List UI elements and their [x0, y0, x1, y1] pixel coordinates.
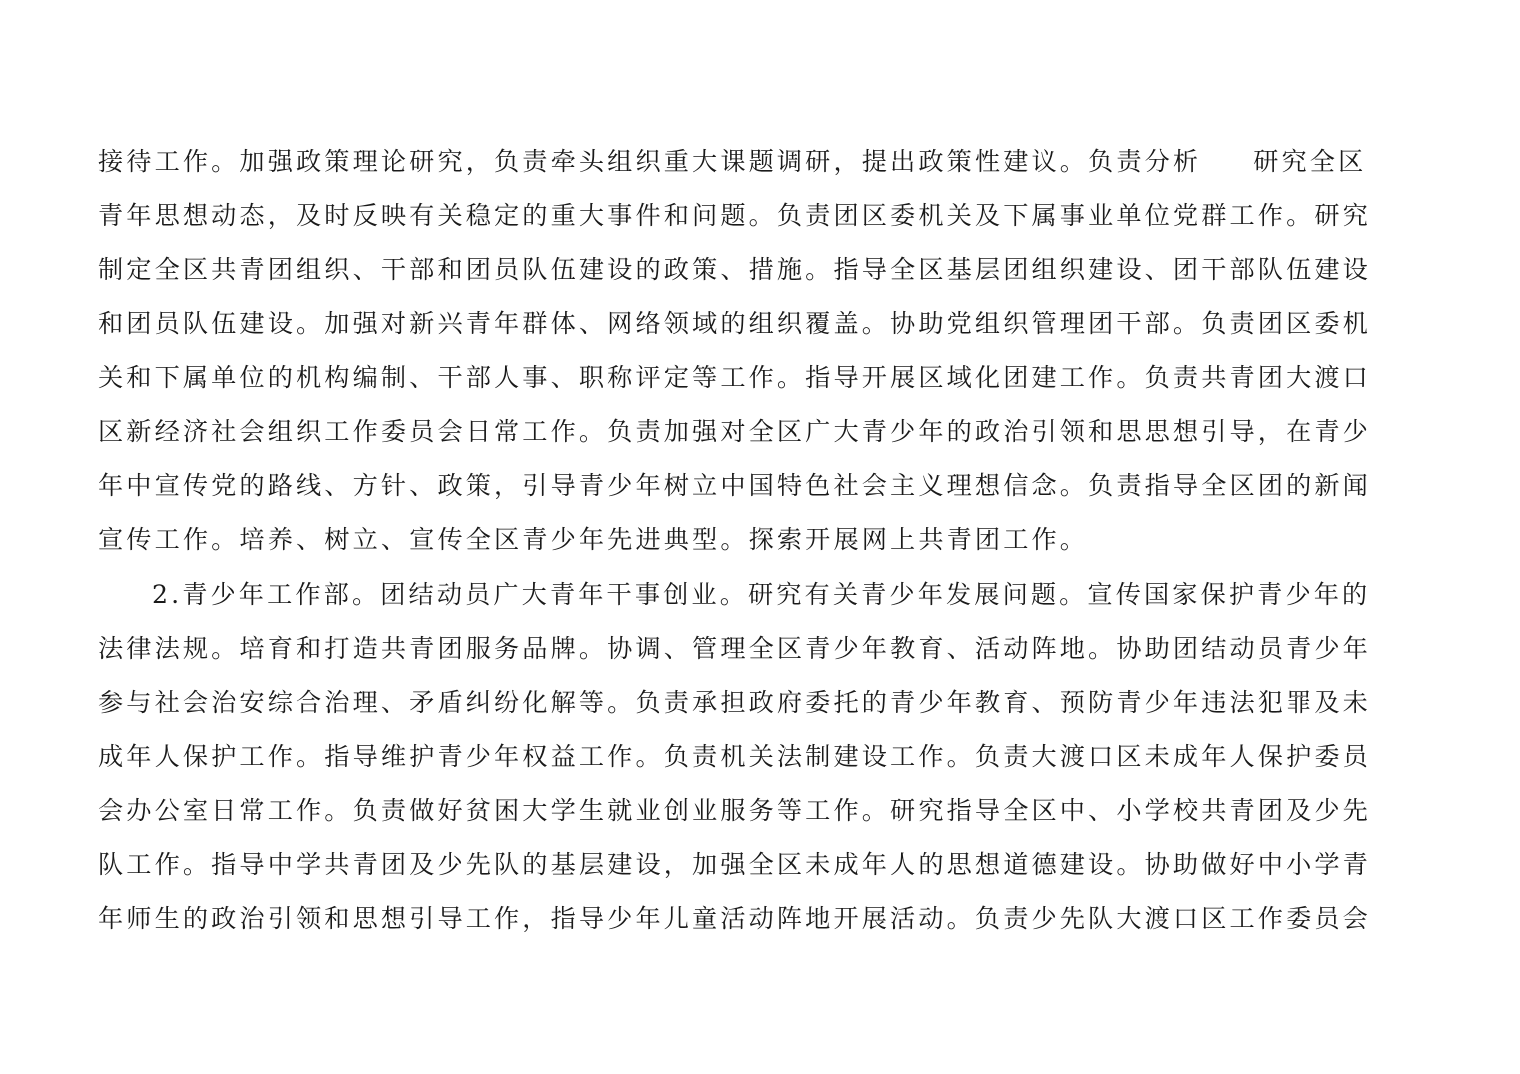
- paragraph-line: 法律法规。培育和打造共青团服务品牌。协调、管理全区青少年教育、活动阵地。协助团结动员青少年: [98, 634, 1371, 663]
- line-text: 接待工作。加强政策理论研究，负责牵头组织重大课题调研，提出政策性建议。负责分析: [98, 147, 1202, 176]
- paragraph-line: 年师生的政治引领和思想引导工作，指导少年儿童活动阵地开展活动。负责少先队大渡口区工作委员会: [98, 904, 1371, 933]
- paragraph-line: [98, 142, 1388, 182]
- paragraph-line: 关和下属单位的机构编制、干部人事、职称评定等工作。指导开展区域化团建工作。负责共青团大渡口: [98, 363, 1371, 392]
- paragraph-line: 成年人保护工作。指导维护青少年权益工作。负责机关法制建设工作。负责大渡口区未成年人保护委员: [98, 742, 1371, 771]
- line-text: 研究全区: [1253, 147, 1367, 176]
- paragraph-line: 队工作。指导中学共青团及少先队的基层建设，加强全区未成年人的思想道德建设。协助做好中小学青: [98, 850, 1371, 879]
- paragraph-line: 年中宣传党的路线、方针、政策，引导青少年树立中国特色社会主义理想信念。负责指导全区团的新闻: [98, 471, 1371, 500]
- paragraph-line: 区新经济社会组织工作委员会日常工作。负责加强对全区广大青少年的政治引领和思思想引导，在青少: [98, 417, 1371, 446]
- paragraph-line: 参与社会治安综合治理、矛盾纠纷化解等。负责承担政府委托的青少年教育、预防青少年违法犯罪及未: [98, 688, 1371, 717]
- paragraph-first-line: 2.青少年工作部。团结动员广大青年干事创业。研究有关青少年发展问题。宣传国家保护青少年的: [152, 580, 1371, 609]
- paragraph-line: 宣传工作。培养、树立、宣传全区青少年先进典型。探索开展网上共青团工作。: [98, 525, 1089, 554]
- paragraph-line: 制定全区共青团组织、干部和团员队伍建设的政策、措施。指导全区基层团组织建设、团干部队伍建设: [98, 255, 1371, 284]
- paragraph-line: 青年思想动态，及时反映有关稳定的重大事件和问题。负责团区委机关及下属事业单位党群工作。研究: [98, 201, 1371, 230]
- paragraph-line: 会办公室日常工作。负责做好贫困大学生就业创业服务等工作。研究指导全区中、小学校共青团及少先: [98, 796, 1371, 825]
- paragraph-line: 和团员队伍建设。加强对新兴青年群体、网络领域的组织覆盖。协助党组织管理团干部。负责团区委机: [98, 309, 1371, 338]
